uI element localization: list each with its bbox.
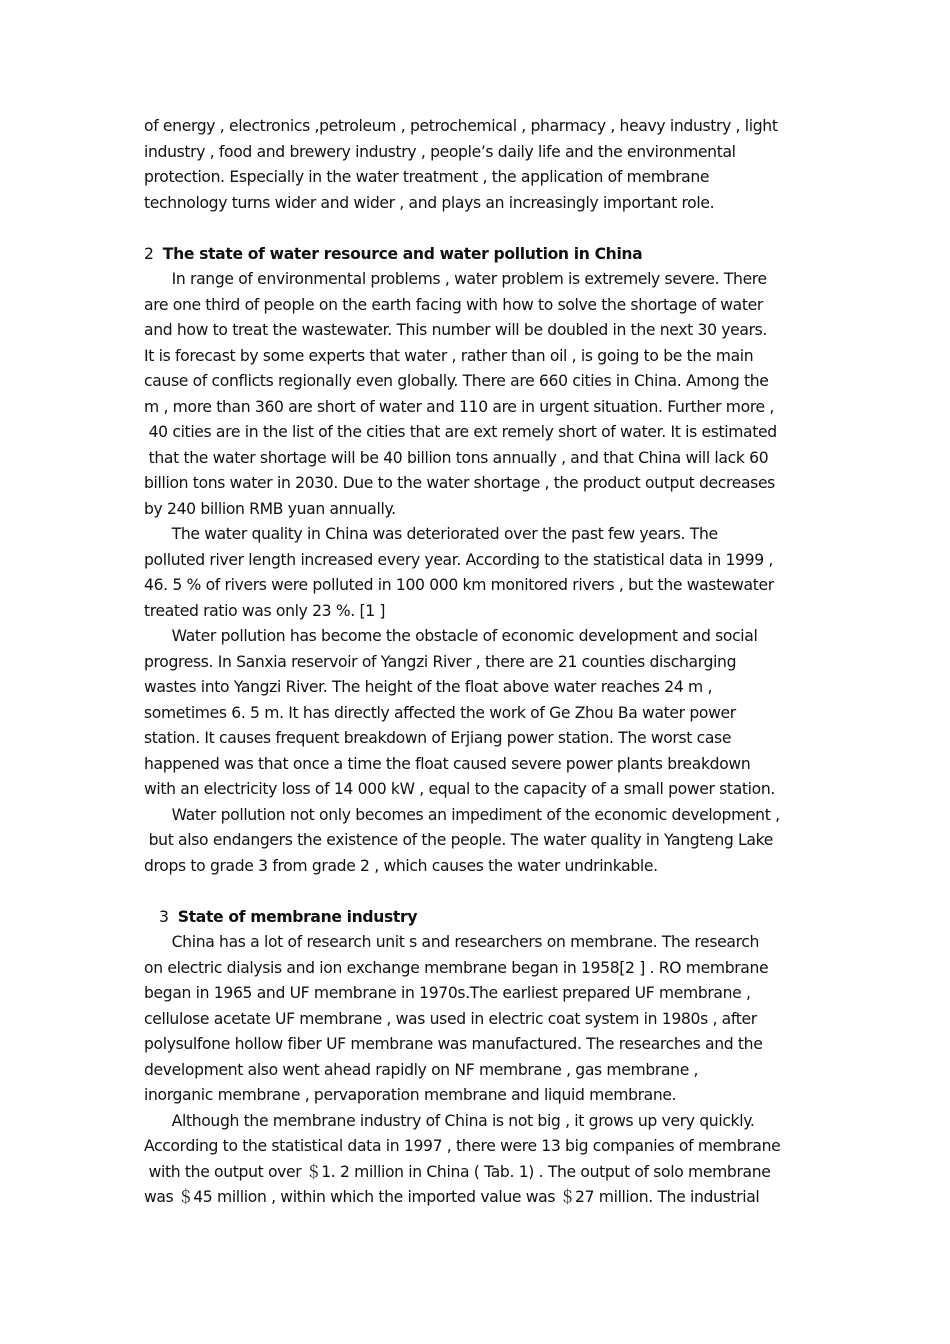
text-line: began in 1965 and UF membrane in 1970s.The earliest prepared UF membrane ,: [144, 984, 751, 1002]
text-line: sometimes 6. 5 m. It has directly affected the work of Ge Zhou Ba water power: [144, 703, 736, 722]
text-line: and how to treat the wastewater. This number will be doubled in the next 30 years.: [144, 321, 768, 339]
section-3-title: State of membrane industry: [177, 907, 418, 926]
text-line: with the output over ＄1. 2 million in China ( Tab. 1) . The output of solo membrane: [144, 1162, 771, 1181]
text-line: billion tons water in 2030. Due to the water shortage , the product output decreases: [144, 474, 775, 492]
text-line: cause of conflicts regionally even globally. There are 660 cities in China. Among the: [144, 372, 769, 390]
text-line: In range of environmental problems , water problem is extremely severe. There: [144, 270, 767, 288]
text-line: technology turns wider and wider , and plays an increasingly important role.: [144, 193, 715, 212]
text-line: Water pollution has become the obstacle of economic development and social: [144, 627, 758, 645]
text-line: industry , food and brewery industry , people’s daily life and the environmental: [144, 142, 736, 161]
text-line: development also went ahead rapidly on NF membrane , gas membrane ,: [144, 1060, 699, 1079]
text-line: protection. Especially in the water treatment , the application of membrane: [144, 168, 710, 186]
text-line: cellulose acetate UF membrane , was used in electric coat system in 1980s , after: [144, 1009, 757, 1028]
text-line: polluted river length increased every year. According to the statistical data in 1999 ,: [144, 550, 773, 569]
text-line: According to the statistical data in 1997 , there were 13 big companies of membrane: [144, 1137, 781, 1155]
text-line: 40 cities are in the list of the cities that are ext remely short of water. It is estimated: [144, 423, 777, 441]
text-line: polysulfone hollow fiber UF membrane was manufactured. The researches and the: [144, 1035, 763, 1053]
text-line: It is forecast by some experts that water , rather than oil , is going to be the main: [144, 346, 754, 365]
section-2-title: The state of water resource and water pollution in China: [162, 244, 643, 263]
text-line: progress. In Sanxia reservoir of Yangzi River , there are 21 counties discharging: [144, 652, 737, 671]
section-2-number: 2: [144, 244, 154, 263]
text-line: but also endangers the existence of the people. The water quality in Yangteng Lake: [144, 831, 773, 849]
section-2-heading: [144, 242, 642, 268]
text-line: happened was that once a time the float caused severe power plants breakdown: [144, 754, 751, 773]
text-line: by 240 billion RMB yuan annually.: [144, 499, 396, 518]
text-line: of energy , electronics ,petroleum , petrochemical , pharmacy , heavy industry , light: [144, 117, 778, 135]
text-line: drops to grade 3 from grade 2 , which causes the water undrinkable.: [144, 856, 658, 875]
text-line: treated ratio was only 23 %. [1 ]: [144, 601, 386, 620]
text-line: that the water shortage will be 40 billion tons annually , and that China will lack 60: [144, 448, 769, 467]
text-line: on electric dialysis and ion exchange membrane began in 1958[2 ] . RO membrane: [144, 958, 769, 977]
text-line: inorganic membrane , pervaporation membrane and liquid membrane.: [144, 1086, 677, 1104]
text-line: China has a lot of research unit s and researchers on membrane. The research: [144, 933, 760, 951]
text-line: station. It causes frequent breakdown of Erjiang power station. The worst case: [144, 729, 732, 747]
text-line: The water quality in China was deteriorated over the past few years. The: [144, 525, 718, 543]
text-line: m , more than 360 are short of water and 110 are in urgent situation. Further more ,: [144, 397, 774, 416]
text-line: 46. 5 % of rivers were polluted in 100 000 km monitored rivers , but the wastewater: [144, 576, 774, 594]
section-3-heading: [159, 905, 417, 931]
text-line: Water pollution not only becomes an impediment of the economic development ,: [144, 805, 780, 824]
text-line: wastes into Yangzi River. The height of the float above water reaches 24 m ,: [144, 678, 713, 696]
text-line: are one third of people on the earth facing with how to solve the shortage of water: [144, 295, 763, 314]
text-line: Although the membrane industry of China is not big , it grows up very quickly.: [144, 1111, 755, 1130]
text-line: with an electricity loss of 14 000 kW , equal to the capacity of a small power station.: [144, 780, 775, 798]
text-line: was ＄45 million , within which the imported value was ＄27 million. The industrial: [144, 1188, 760, 1206]
section-3-number: 3: [159, 907, 169, 926]
